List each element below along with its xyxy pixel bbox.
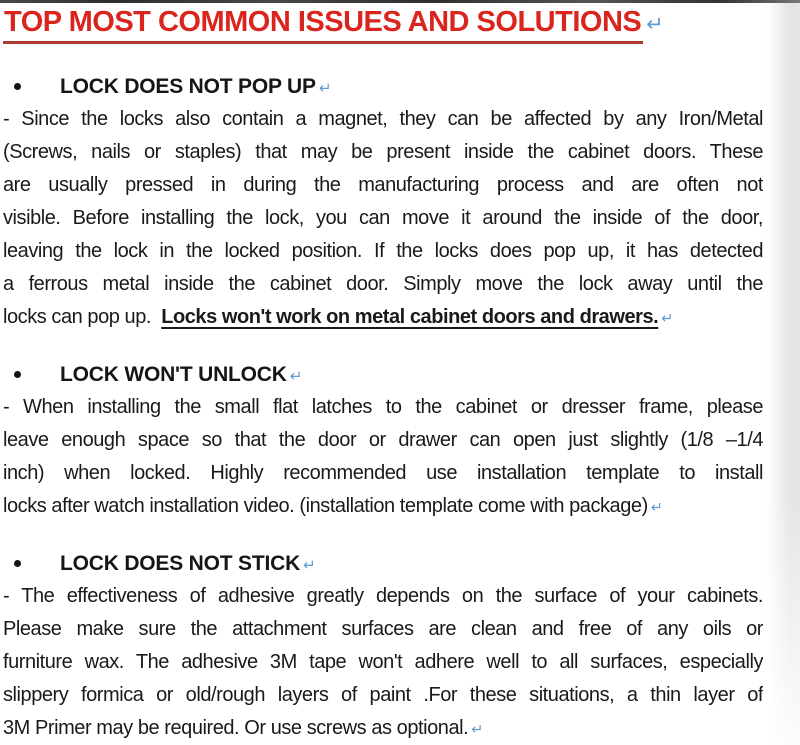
body-line-text: 3M Primer may be required. Or use screws as optional. bbox=[3, 717, 469, 739]
bullet-icon bbox=[14, 560, 21, 567]
section-lock-does-not-pop-up bbox=[3, 70, 763, 334]
issue-paragraph bbox=[3, 580, 763, 745]
paragraph-mark-icon: ↵ bbox=[650, 500, 663, 516]
bullet-icon bbox=[14, 83, 21, 90]
issue-heading-row bbox=[3, 358, 763, 391]
body-line: furniture wax. The adhesive 3M tape won't adhere well to all surfaces, especially bbox=[3, 651, 763, 673]
issue-heading-row bbox=[3, 70, 763, 103]
paragraph-mark-icon: ↵ bbox=[289, 367, 303, 385]
body-line: - When installing the small flat latches to the cabinet or dresser frame, please bbox=[3, 396, 763, 418]
body-line bbox=[3, 301, 763, 334]
page-title-text: TOP MOST COMMON ISSUES AND SOLUTIONS bbox=[3, 6, 643, 44]
body-line bbox=[3, 712, 763, 745]
body-line-text: locks after watch installation video. (installation template come with package) bbox=[3, 495, 648, 517]
paragraph-mark-icon: ↵ bbox=[303, 556, 316, 574]
body-line: (Screws, nails or staples) that may be present inside the cabinet doors. These bbox=[3, 141, 763, 163]
issue-heading-row bbox=[3, 547, 763, 580]
issue-heading-text: LOCK WON'T UNLOCK bbox=[60, 362, 287, 386]
body-line: leaving the lock in the locked position. If the locks does pop up, it has detected bbox=[3, 240, 763, 262]
body-line: - The effectiveness of adhesive greatly depends on the surface of your cabinets. bbox=[3, 585, 763, 607]
paragraph-mark-icon: ↵ bbox=[661, 311, 674, 327]
paragraph-mark-icon: ↵ bbox=[471, 722, 484, 738]
body-line: slippery formica or old/rough layers of paint .For these situations, a thin layer of bbox=[3, 684, 763, 706]
body-line bbox=[3, 490, 763, 523]
emphasized-note: Locks won't work on metal cabinet doors and drawers. bbox=[161, 306, 659, 328]
page-edge-shadow bbox=[766, 0, 800, 745]
issue-paragraph bbox=[3, 103, 763, 334]
scan-edge-top bbox=[0, 0, 800, 3]
body-line: leave enough space so that the door or drawer can open just slightly (1/8 –1/4 bbox=[3, 429, 763, 451]
body-line: are usually pressed in during the manufacturing process and are often not bbox=[3, 174, 763, 196]
body-line-text: locks can pop up. bbox=[3, 306, 162, 328]
issue-paragraph bbox=[3, 391, 763, 523]
body-line: Please make sure the attachment surfaces are clean and free of any oils or bbox=[3, 618, 763, 640]
page-title bbox=[3, 6, 763, 44]
body-line: inch) when locked. Highly recommended use installation template to install bbox=[3, 462, 763, 484]
issue-heading bbox=[60, 75, 332, 99]
body-line: a ferrous metal inside the cabinet door. Simply move the lock away until the bbox=[3, 273, 763, 295]
section-lock-wont-unlock bbox=[3, 358, 763, 523]
issue-heading bbox=[60, 363, 302, 387]
paragraph-mark-icon: ↵ bbox=[318, 79, 332, 97]
body-line: - Since the locks also contain a magnet, they can be affected by any Iron/Metal bbox=[3, 108, 763, 130]
issue-heading-text: LOCK DOES NOT STICK bbox=[60, 551, 301, 575]
issue-heading-text: LOCK DOES NOT POP UP bbox=[60, 74, 316, 98]
paragraph-mark-icon: ↵ bbox=[646, 13, 664, 36]
section-lock-does-not-stick bbox=[3, 547, 763, 745]
issue-heading bbox=[60, 552, 316, 576]
body-line: visible. Before installing the lock, you can move it around the inside of the door, bbox=[3, 207, 763, 229]
bullet-icon bbox=[14, 371, 21, 378]
